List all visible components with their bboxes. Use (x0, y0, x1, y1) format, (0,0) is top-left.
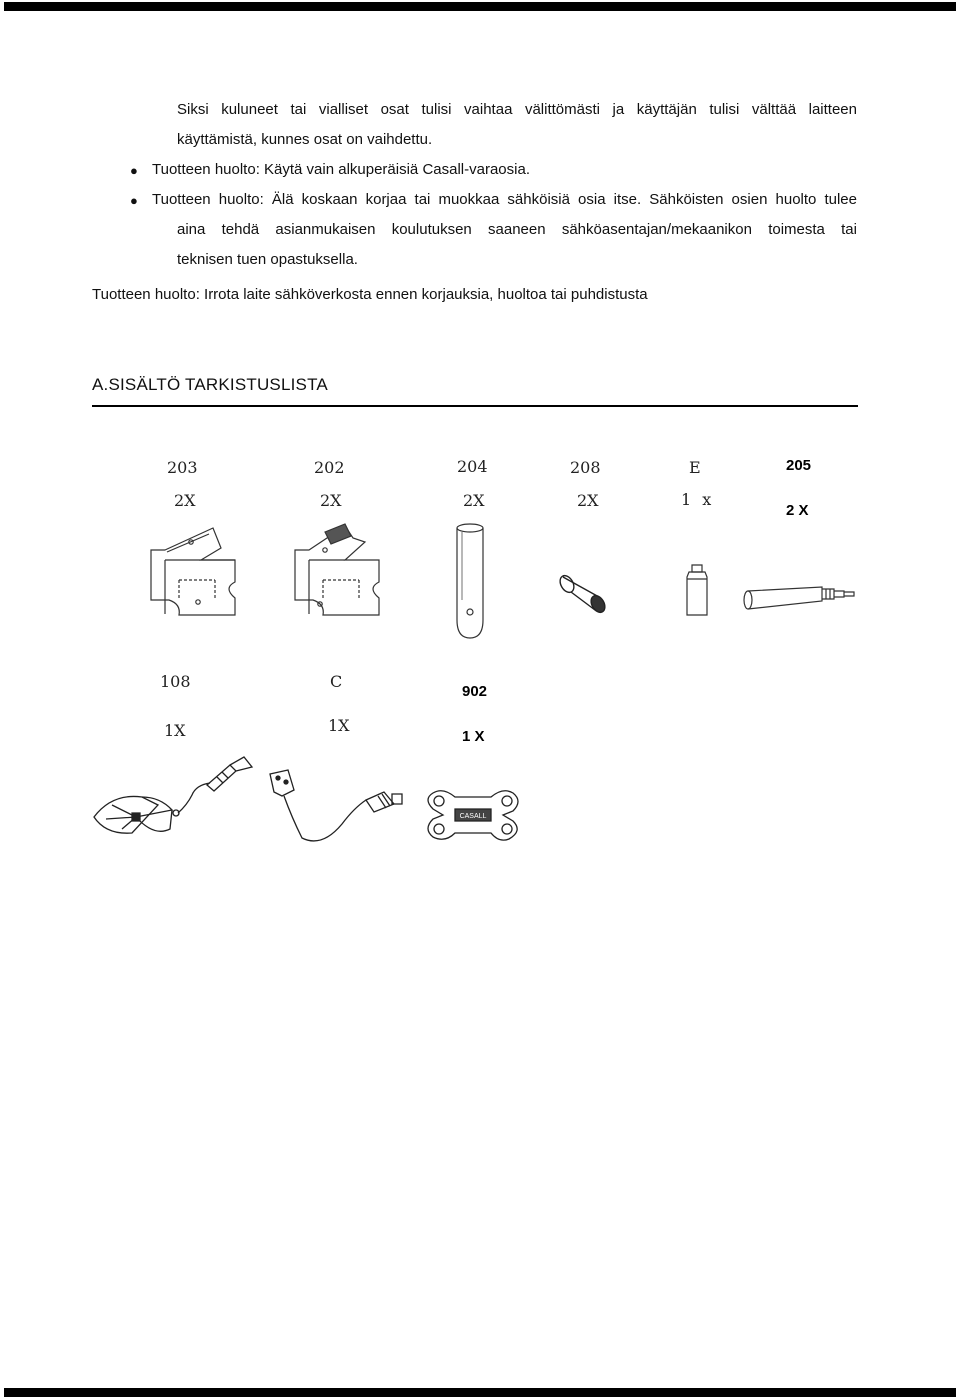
part-number-label: 902 (462, 683, 488, 700)
quantity-label: 1 x (681, 490, 712, 509)
quantity-label: 2X (320, 491, 342, 510)
part-number-label: C (330, 672, 343, 691)
heading-underline (92, 405, 858, 407)
corner-bracket-knob-icon (287, 520, 387, 620)
part-number-label: 203 (167, 458, 198, 477)
part-number-label: E (689, 458, 701, 477)
quantity-label: 1X (164, 721, 186, 740)
plate-logo-text: CASALL (459, 813, 487, 820)
bullet-item-continuation: aina tehdä asianmukaisen koulutuksen saaneen sähköasentajan/mekaanikon toimesta tai (177, 221, 857, 238)
part-number-label: 204 (457, 457, 488, 476)
sensor-cable-icon (92, 755, 262, 845)
quantity-label: 2X (174, 491, 196, 510)
mount-plate-icon (413, 785, 533, 845)
section-heading: A.SISÄLTÖ TARKISTUSLISTA (92, 375, 328, 394)
bullet-item: Tuotteen huolto: Käytä vain alkuperäisiä Casall-varaosia. (152, 161, 530, 178)
corner-bracket-icon (143, 520, 243, 620)
paragraph-line: Siksi kuluneet tai vialliset osat tulisi vaihtaa välittömästi ja käyttäjän tulisi välttää laitteen (177, 101, 857, 118)
part-number-label: 208 (570, 458, 601, 477)
quantity-label: 2X (463, 491, 485, 510)
bullet-dot-icon: ● (130, 163, 138, 178)
part-number-label: 205 (786, 457, 812, 474)
bullet-dot-icon: ● (130, 193, 138, 208)
quantity-label: 1X (328, 716, 350, 735)
bullet-item: Tuotteen huolto: Älä koskaan korjaa tai muokkaa sähköisiä osia itse. Sähköisten osien huolto tulee (152, 191, 857, 208)
service-note: Tuotteen huolto: Irrota laite sähköverkosta ennen korjauksia, huoltoa tai puhdistusta (92, 286, 648, 303)
cap-plug-icon (555, 572, 615, 617)
quantity-label: 2 X (786, 502, 809, 519)
bullet-item-continuation: teknisen tuen opastuksella. (177, 251, 358, 268)
quantity-label: 1 X (462, 728, 485, 745)
tube-icon (450, 520, 490, 640)
bottom-border-bar (4, 1388, 956, 1397)
part-number-label: 202 (314, 458, 345, 477)
top-border-bar (4, 2, 956, 11)
paragraph-line: käyttämistä, kunnes osat on vaihdettu. (177, 131, 433, 148)
power-cord-icon (262, 768, 412, 848)
bottle-icon (682, 563, 712, 618)
quantity-label: 2X (577, 491, 599, 510)
part-number-label: 108 (160, 672, 191, 691)
axle-pin-icon (740, 583, 860, 613)
